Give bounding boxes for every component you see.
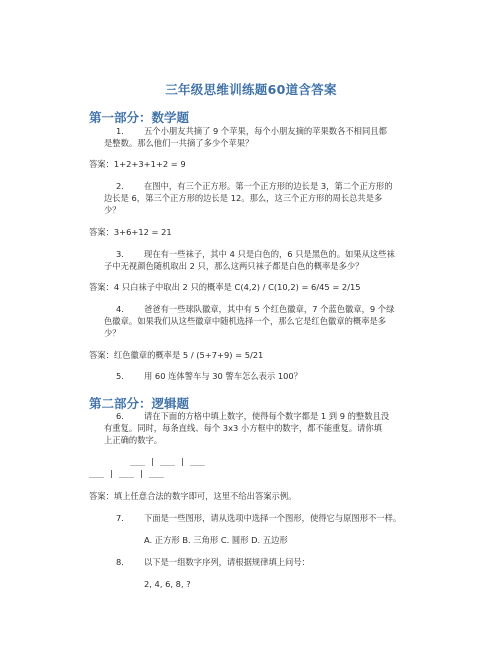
question-6-line-2: 有重复。同时，每条直线、每个 3x3 小方框中的数字，都不能重复。请你填 xyxy=(104,423,382,433)
sudoku-grid-row-1: ___ | ___ | ___ xyxy=(130,456,205,466)
question-2-line-1: 2. 在图中，有三个正方形。第一个正方形的边长是 3，第二个正方形的 xyxy=(116,181,393,191)
section-heading-math: 第一部分：数学题 xyxy=(89,110,190,125)
answer-4: 答案：红色徽章的概率是 5 / (5+7+9) = 5/21 xyxy=(89,350,264,360)
question-8-line-1: 8. 以下是一组数字序列，请根据规律填上问号： xyxy=(116,557,310,567)
question-6-line-1: 6. 请在下面的方格中填上数字，使得每个数字都是 1 到 9 的整数且没 xyxy=(116,411,390,421)
question-5-line-1: 5. 用 60 连体警车与 30 警车怎么表示 100？ xyxy=(116,371,302,381)
question-7-options: A. 正方形 B. 三角形 C. 圆形 D. 五边形 xyxy=(144,535,288,545)
question-2-line-3: 少？ xyxy=(104,205,121,215)
document-title: 三年级思维训练题60道含答案 xyxy=(165,82,337,97)
question-3-line-2: 子中无视颜色随机取出 2 只，那么这两只袜子都是白色的概率是多少？ xyxy=(104,261,364,271)
answer-1: 答案：1+2+3+1+2 = 9 xyxy=(89,159,186,169)
question-4-line-2: 色徽章。如果我们从这些徽章中随机选择一个，那么它是红色徽章的概率是多 xyxy=(104,316,387,326)
section-heading-logic: 第二部分：逻辑题 xyxy=(89,396,190,411)
answer-6: 答案：填上任意合法的数字即可，这里不给出答案示例。 xyxy=(89,491,297,501)
answer-2: 答案：3+6+12 = 21 xyxy=(89,227,172,237)
answer-3: 答案：4 只白袜子中取出 2 只的概率是 C(4,2) / C(10,2) = 6/45 = 2/15 xyxy=(89,282,361,292)
question-1-line-1: 1. 五个小朋友共摘了 9 个苹果，每个小朋友摘的苹果数各不相同且都 xyxy=(116,126,387,136)
question-4-line-3: 少？ xyxy=(104,328,121,338)
question-8-sequence: 2, 4, 6, 8, ? xyxy=(144,579,191,589)
question-3-line-1: 3. 现在有一些袜子，其中 4 只是白色的，6 只是黑色的。如果从这些袜 xyxy=(116,249,395,259)
question-7-line-1: 7. 下面是一些图形，请从选项中选择一个图形，使得它与原图形不一样。 xyxy=(116,513,402,523)
sudoku-grid-row-2: ___ | ___ | ___ xyxy=(89,468,164,478)
question-6-line-3: 上正确的数字。 xyxy=(104,435,163,445)
question-4-line-1: 4. 爸爸有一些球队徽章，其中有 5 个红色徽章，7 个蓝色徽章，9 个绿 xyxy=(116,304,395,314)
question-2-line-2: 边长是 6，第三个正方形的边长是 12。那么，这三个正方形的周长总共是多 xyxy=(104,193,383,203)
question-1-line-2: 是整数。那么他们一共摘了多少个苹果？ xyxy=(104,138,254,148)
